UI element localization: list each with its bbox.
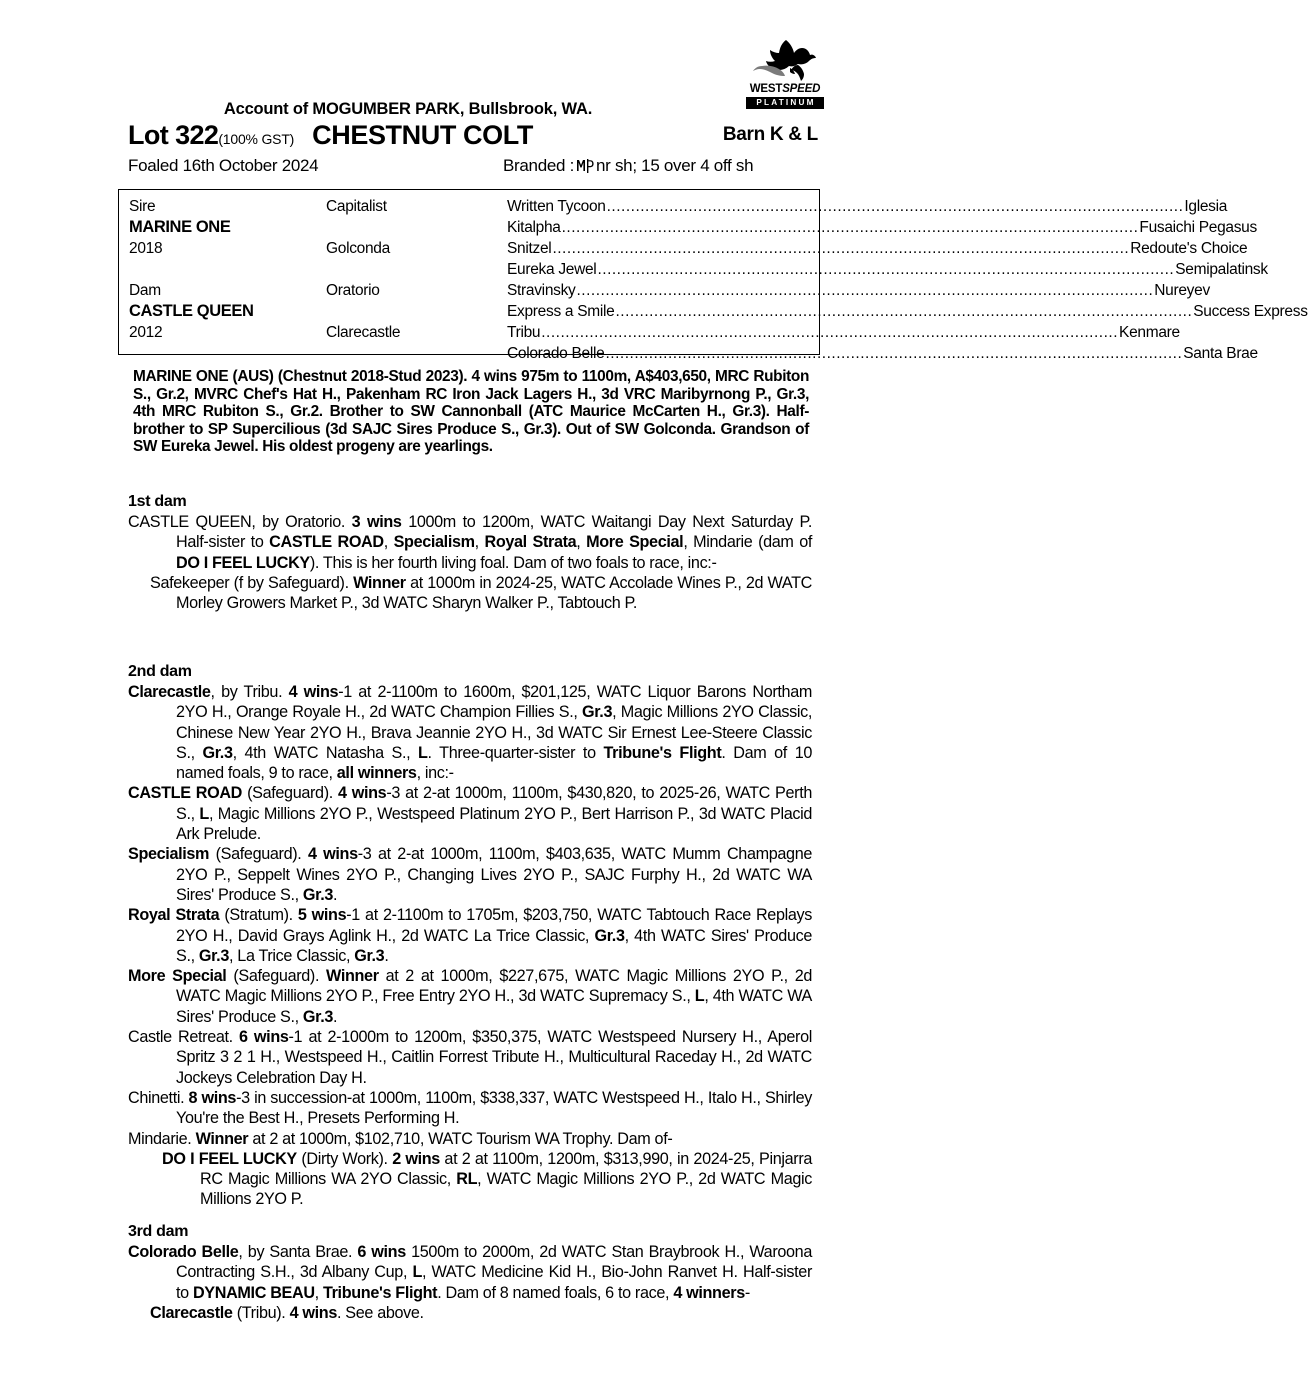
pedigree-col-grandparents (326, 196, 496, 343)
progeny-name: Castle Retreat. (128, 1028, 233, 1047)
sire-name: MARINE ONE (129, 218, 231, 236)
text-run: . (384, 946, 389, 965)
text-run: . (333, 885, 338, 904)
leader-dots: ........................................................................................................................ (615, 303, 1193, 320)
text-run: . See above. (337, 1303, 424, 1322)
bold-run: Tribune's Flight (322, 1283, 438, 1302)
text-run: , (474, 533, 485, 552)
pedigree-great-gp-row (507, 238, 1248, 259)
first-dam-main-paragraph (128, 512, 812, 573)
bold-run: Colorado Belle (128, 1243, 239, 1261)
third-dam-section (128, 1222, 812, 1323)
gen3-left: Eureka Jewel (507, 261, 597, 278)
pedigree-spacer (326, 259, 496, 280)
pedigree-great-gp-row (507, 301, 1308, 322)
sire-dam: Golconda (326, 240, 390, 257)
text-run: , by Santa Brae. (238, 1243, 358, 1261)
bold-run: CASTLE ROAD (269, 533, 384, 552)
gen3-right: Success Express (1193, 303, 1308, 320)
dam-sire: Oratorio (326, 282, 380, 299)
third-dam-heading: 3rd dam (128, 1223, 189, 1240)
bold-run: all winners (336, 764, 417, 783)
text-run: , La Trice Classic, (229, 946, 355, 965)
leader-dots: ........................................................................................................................ (606, 198, 1184, 215)
bold-run: 6 wins (239, 1028, 289, 1047)
text-run: -3 at 2-at 1000m, 1100m, $403,635, WATC Mumm Champagne 2YO P., Seppelt Wines 2YO P., Changing Lives 2YO P., SAJC Furphy H., 2d WATC WA Sires' Produce S., (176, 845, 812, 904)
brand-m-over-p-icon (575, 157, 595, 174)
gen3-left: Express a Smile (507, 303, 615, 320)
grade-badge: Gr.3 (354, 946, 385, 965)
bold-run: 6 wins (357, 1243, 406, 1261)
progeny-entry (128, 783, 812, 844)
text-run: ). This is her fourth living foal. Dam of two foals to race, inc:- (309, 553, 717, 572)
text-run: , (314, 1283, 323, 1302)
pedigree-great-gp-row (507, 196, 1228, 217)
gen3-right: Santa Brae (1183, 345, 1258, 362)
progeny-sub-entry (128, 1149, 812, 1210)
foaled-branded-row (128, 156, 818, 176)
first-dam-heading: 1st dam (128, 493, 187, 510)
pedigree-great-gp-row (507, 322, 1180, 343)
logo-word-speed: SPEED (782, 83, 821, 95)
leader-dots: ........................................................................................................................ (605, 345, 1183, 362)
branded-info (503, 156, 753, 176)
bold-run: 4 wins (307, 845, 358, 864)
text-run: . (333, 1007, 338, 1026)
pedigree-great-gp-row (507, 280, 1210, 301)
text-run: (Dirty Work). (296, 1149, 393, 1168)
gen3-left: Tribu (507, 324, 541, 341)
progeny-name: CASTLE ROAD (128, 784, 243, 803)
westspeed-horse-jockey-icon (746, 38, 824, 82)
text-run: -1 at 2-1100m to 1705m, $203,750, WATC Tabtouch Race Replays 2YO H., David Grays Aglink H., 2d WATC La Trice Classic, (176, 906, 812, 945)
text-run: , by Tribu. (210, 683, 289, 701)
bold-run: Specialism (393, 533, 475, 552)
text-run: 1000m to 1200m, WATC Waitangi Day Next Saturday P. Half-sister to (176, 513, 812, 552)
bold-run: Clarecastle (128, 683, 211, 701)
account-line: Account of MOGUMBER PARK, Bullsbrook, WA. (223, 100, 593, 118)
gen3-right: Kenmare (1119, 324, 1180, 341)
dam-year: 2012 (129, 324, 163, 341)
text-run: , Mindarie (dam of (683, 533, 813, 552)
progeny-entry (128, 844, 812, 905)
text-run: at 2 at 1100m, 1200m, $313,990, in 2024-25, Pinjarra RC Magic Millions WA 2YO Classic, (200, 1149, 813, 1189)
lot-gst-note: (100% GST) (218, 131, 295, 147)
second-dam-section (128, 662, 812, 1210)
branded-detail: nr sh; 15 over 4 off sh (596, 156, 754, 175)
text-run: at 2 at 1000m, $227,675, WATC Magic Millions 2YO P., 2d WATC Magic Millions 2YO P., Free Entry 2YO H., 3d WATC Supremacy S., (176, 967, 812, 1006)
grade-badge: RL (456, 1170, 478, 1189)
second-dam-heading: 2nd dam (128, 663, 192, 680)
bold-run: 4 wins (288, 683, 339, 701)
bold-run: More Special (586, 533, 684, 552)
logo-word-west: WEST (749, 83, 783, 95)
progeny-entry (128, 905, 812, 966)
gen3-left: Kitalpha (507, 219, 561, 236)
pedigree-spacer (326, 301, 496, 322)
text-run: at 2 at 1000m, $102,710, WATC Tourism WA Trophy. Dam of- (248, 1129, 673, 1148)
text-run: . Three-quarter-sister to (427, 743, 604, 762)
gen3-left: Stravinsky (507, 282, 576, 299)
text-run: (Safeguard). (209, 845, 308, 864)
grade-badge: Gr.3 (302, 885, 334, 904)
bold-run: Winner (326, 967, 379, 986)
text-run: (Tribu). (232, 1303, 290, 1322)
logo-wordmark (746, 83, 824, 95)
bold-run: L (418, 743, 428, 762)
text-run: . Dam of 8 named foals, 6 to race, (437, 1283, 674, 1302)
progeny-name: More Special (128, 967, 227, 986)
pedigree-col-parents (129, 196, 329, 343)
pedigree-col-great-grandparents (507, 196, 1308, 364)
barn-label: Barn K & L (722, 124, 818, 145)
gen3-right: Iglesia (1184, 198, 1228, 215)
text-run: , WATC Magic Millions 2YO P., 2d WATC Magic Millions 2YO P. (200, 1170, 812, 1209)
sire-label: Sire (129, 198, 156, 215)
progeny-name: Royal Strata (128, 906, 220, 925)
third-dam-main-paragraph (128, 1242, 812, 1303)
bold-run: Royal Strata (484, 533, 577, 552)
text-run: - (744, 1283, 750, 1302)
text-run: , 4th WATC Sires' Produce S., (176, 926, 812, 965)
text-run: , (383, 533, 394, 552)
first-dam-progeny-paragraph (128, 573, 812, 614)
sire-sire: Capitalist (326, 198, 387, 215)
pedigree-great-gp-row (507, 259, 1268, 280)
foaled-date: Foaled 16th October 2024 (128, 156, 319, 175)
text-run: at 1000m in 2024-25, WATC Accolade Wines P., 2d WATC Morley Growers Market P., 3d WATC Sharyn Walker P., Tabtouch P. (176, 573, 812, 613)
bold-run: DO I FEEL LUCKY (176, 553, 310, 572)
westspeed-platinum-logo (746, 38, 824, 112)
dam-dam: Clarecastle (326, 324, 401, 341)
progeny-entry (128, 1129, 812, 1149)
text-run: , 4th WATC WA Sires' Produce S., (176, 987, 812, 1026)
text-run: -3 in succession-at 1000m, 1100m, $338,337, WATC Westspeed H., Italo H., Shirley You're the Best H., Presets Performing H. (176, 1088, 812, 1128)
text-run: , inc:- (416, 764, 454, 783)
lot-colour-sex: CHESTNUT COLT (312, 120, 533, 150)
text-run: (Stratum). (219, 906, 298, 925)
text-run: , (576, 533, 587, 552)
pedigree-great-gp-row (507, 343, 1258, 364)
pedigree-great-gp-row (507, 217, 1257, 238)
sire-year: 2018 (129, 240, 163, 257)
bold-run: 8 wins (188, 1088, 237, 1107)
pedigree-spacer (129, 259, 329, 280)
lot-number: Lot 322 (128, 120, 219, 150)
text-run: -3 at 2-at 1000m, 1100m, $430,820, to 2025-26, WATC Perth S., (176, 784, 812, 823)
grade-badge: Gr.3 (198, 946, 229, 965)
bold-run: Winner (195, 1129, 249, 1148)
gen3-right: Nureyev (1154, 282, 1210, 299)
grade-badge: L (199, 804, 209, 823)
progeny-name: DO I FEEL LUCKY (162, 1149, 297, 1168)
dam-name: CASTLE QUEEN (129, 302, 254, 320)
text-run: 1500m to 2000m, 2d WATC Stan Braybrook H., Waroona Contracting S.H., 3d Albany Cup, (176, 1243, 812, 1282)
pedigree-table (118, 189, 1308, 362)
gen3-right: Semipalatinsk (1175, 261, 1268, 278)
text-run: . Dam of 10 named foals, 9 to race, (176, 743, 813, 783)
progeny-name: Chinetti. (128, 1088, 185, 1107)
pedigree-spacer (326, 217, 496, 238)
second-dam-main-paragraph (128, 682, 812, 783)
first-dam-section (128, 492, 812, 613)
leader-dots: ........................................................................................................................ (576, 282, 1154, 299)
text-run: Safekeeper (f by Safeguard). (150, 573, 354, 592)
grade-badge: Gr.3 (594, 926, 625, 945)
leader-dots: ........................................................................................................................ (597, 261, 1175, 278)
leader-dots: ........................................................................................................................ (541, 324, 1119, 341)
text-run: , Magic Millions 2YO Classic, Chinese New Year 2YO H., Brava Jeannie 2YO H., 3d WATC Sir Ernest Lee-Steere Classic S., (176, 703, 813, 762)
gen3-left: Snitzel (507, 240, 552, 257)
bold-run: 3 wins (351, 513, 402, 531)
sire-summary-paragraph: MARINE ONE (AUS) (Chestnut 2018-Stud 2023). 4 wins 975m to 1100m, A$403,650, MRC Rubiton S., Gr.2, MVRC Chef's Hat H., Pakenham RC Iron Jack Lagers H., 3d VRC Maribyrnong P., Gr.3, 4th MRC Rubiton S., Gr.2. Brother to SW Cannonball (ATC Maurice McCarten H., Gr.3). Half-brother to SP Supercilious (3d SAJC Sires Produce S., Gr.3). Out of SW Golconda. Grandson of SW Eureka Jewel. His oldest progeny are yearlings. (133, 368, 809, 456)
text-run: -1 at 2-1100m to 1600m, $201,125, WATC Liquor Barons Northam 2YO H., Orange Royale H., 2d WATC Champion Fillies S., (176, 683, 812, 722)
bold-run: Winner (353, 573, 406, 592)
progeny-entry (128, 1027, 812, 1088)
grade-badge: Gr.3 (302, 1007, 334, 1026)
text-run: , WATC Medicine Kid H., Bio-John Ranvet H. Half-sister to (176, 1263, 812, 1302)
leader-dots: ........................................................................................................................ (552, 240, 1130, 257)
bold-run: 2 wins (392, 1149, 440, 1168)
bold-run: 5 wins (297, 906, 347, 925)
text-run: CASTLE QUEEN, by Oratorio. (128, 513, 352, 531)
text-run: , Magic Millions 2YO P., Westspeed Platinum 2YO P., Bert Harrison P., 3d WATC Placid Ark Prelude. (176, 804, 812, 844)
gen3-left: Colorado Belle (507, 345, 605, 362)
gen3-right: Redoute's Choice (1130, 240, 1248, 257)
text-run: , 4th WATC Natasha S., (232, 743, 418, 762)
bold-run: 4 wins (289, 1303, 337, 1322)
grade-badge: L (694, 987, 705, 1006)
leader-dots: ........................................................................................................................ (561, 219, 1139, 236)
bold-run: DYNAMIC BEAU (192, 1283, 315, 1302)
bold-run: Gr.3 (582, 703, 613, 722)
branded-label: Branded : (503, 156, 575, 175)
grade-badge: L (412, 1263, 422, 1282)
progeny-entry (128, 1088, 812, 1129)
text-run: (Safeguard). (226, 967, 327, 986)
bold-run: 4 wins (338, 784, 387, 803)
dam-label: Dam (129, 282, 161, 299)
third-dam-entry (128, 1303, 812, 1323)
progeny-name: Clarecastle (150, 1303, 233, 1322)
progeny-name: Specialism (128, 845, 210, 864)
lot-header-row (128, 120, 818, 152)
text-run: -1 at 2-1000m to 1200m, $350,375, WATC Westspeed Nursery H., Aperol Spritz 3 2 1 H., Westspeed H., Caitlin Forrest Tribute H., Multicultural Raceday H., 2d WATC Jockeys Celebration Day H. (176, 1028, 812, 1087)
bold-run: Gr.3 (202, 743, 233, 762)
bold-run: 4 winners (673, 1283, 745, 1302)
gen3-right: Fusaichi Pegasus (1139, 219, 1257, 236)
text-run: (Safeguard). (242, 784, 338, 803)
gen3-left: Written Tycoon (507, 198, 606, 215)
bold-run: Tribune's Flight (603, 743, 722, 762)
progeny-entry (128, 966, 812, 1027)
logo-tier-platinum: PLATINUM (746, 97, 824, 109)
progeny-name: Mindarie. (128, 1129, 192, 1148)
